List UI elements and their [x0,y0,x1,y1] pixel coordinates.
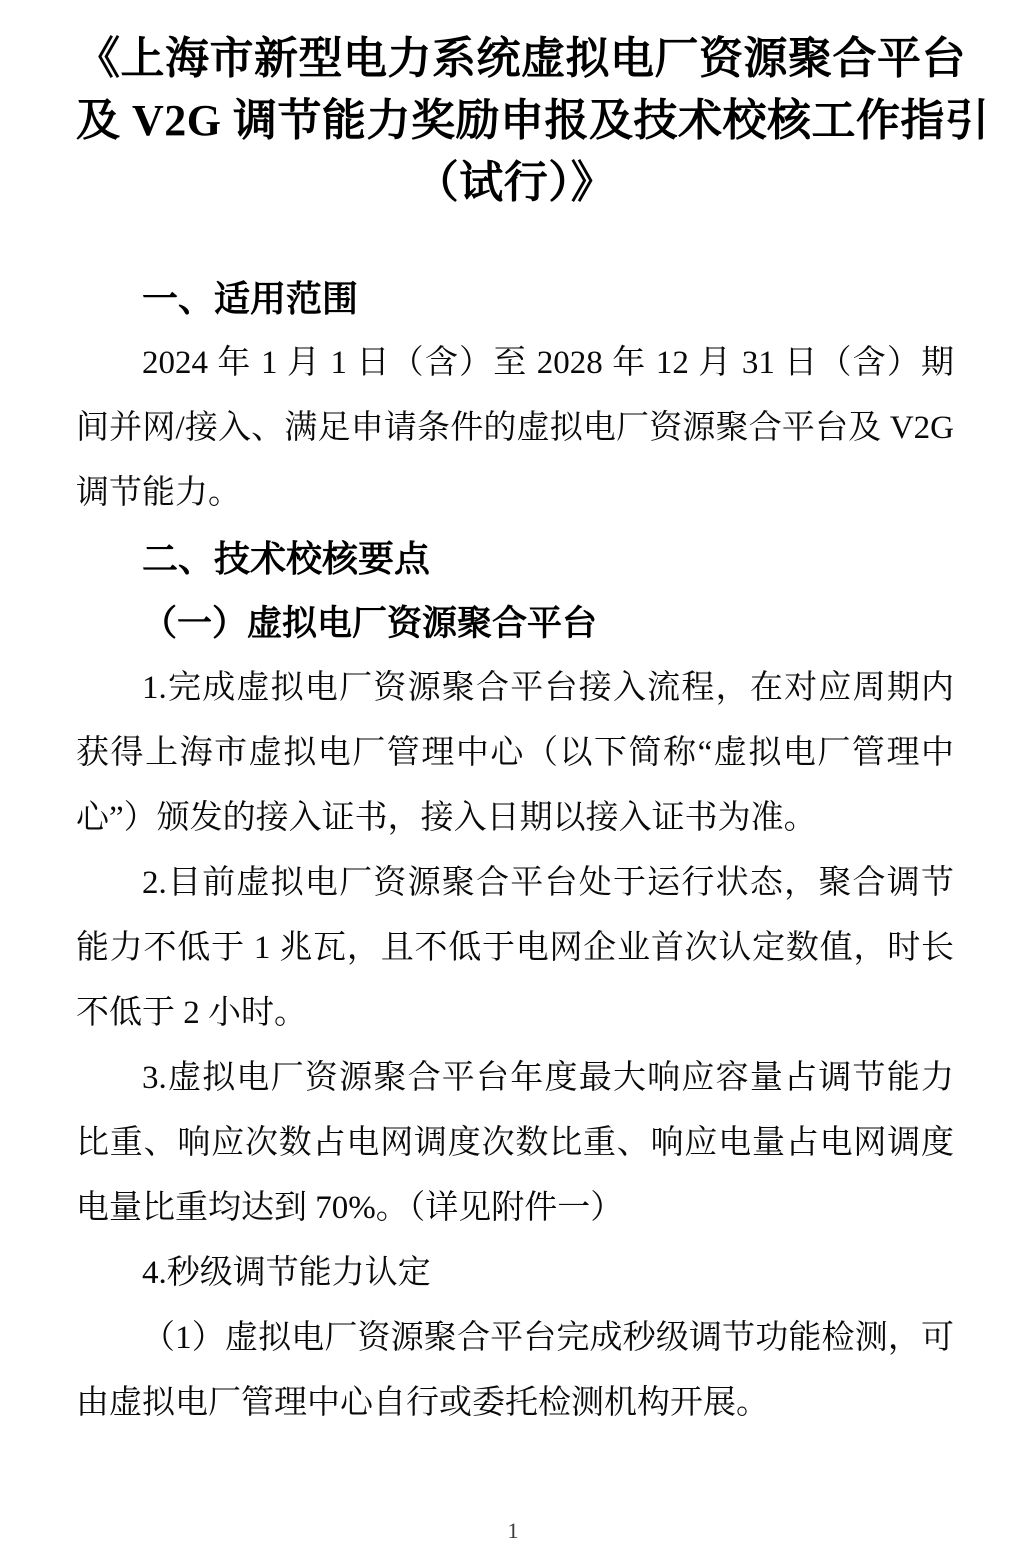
document-title-line-3: （试行）》 [414,158,616,207]
paragraph-item-4-second-level-heading: 4.秒级调节能力认定 [142,1255,431,1291]
document-title-line-2: 及 V2G 调节能力奖励申报及技术校核工作指引 [76,96,990,145]
document-title-line-1: 《上海市新型电力系统虚拟电厂资源聚合平台 [76,34,966,83]
document-body [76,266,954,1436]
paragraph-item-1-access-certificate: 1.完成虚拟电厂资源聚合平台接入流程，在对应周期内获得上海市虚拟电厂管理中心（以下简称“虚拟电厂管理中心”）颁发的接入证书，接入日期以接入证书为准。 [76,670,954,836]
paragraph-item-3-response-ratio: 3.虚拟电厂资源聚合平台年度最大响应容量占调节能力比重、响应次数占电网调度次数比重、响应电量占电网调度电量比重均达到 70%。（详见附件一） [76,1060,954,1226]
section-heading-scope: 一、适用范围 [142,278,359,319]
paragraph-scope-period: 2024 年 1 月 1 日（含）至 2028 年 12 月 31 日（含）期间并网/接入、满足申请条件的虚拟电厂资源聚合平台及 V2G 调节能力。 [76,345,955,511]
paragraph-item-2-operating-capacity: 2.目前虚拟电厂资源聚合平台处于运行状态，聚合调节能力不低于 1 兆瓦，且不低于电网企业首次认定数值，时长不低于 2 小时。 [76,865,954,1031]
page-number: 1 [507,1518,519,1543]
subsection-heading-vpp-platform: （一）虚拟电厂资源聚合平台 [142,604,598,643]
document-title [76,28,990,214]
paragraph-item-4-1-function-test: （1）虚拟电厂资源聚合平台完成秒级调节功能检测，可由虚拟电厂管理中心自行或委托检测机构开展。 [76,1320,954,1421]
page-footer [0,1518,1026,1544]
section-heading-technical-review: 二、技术校核要点 [142,538,431,579]
